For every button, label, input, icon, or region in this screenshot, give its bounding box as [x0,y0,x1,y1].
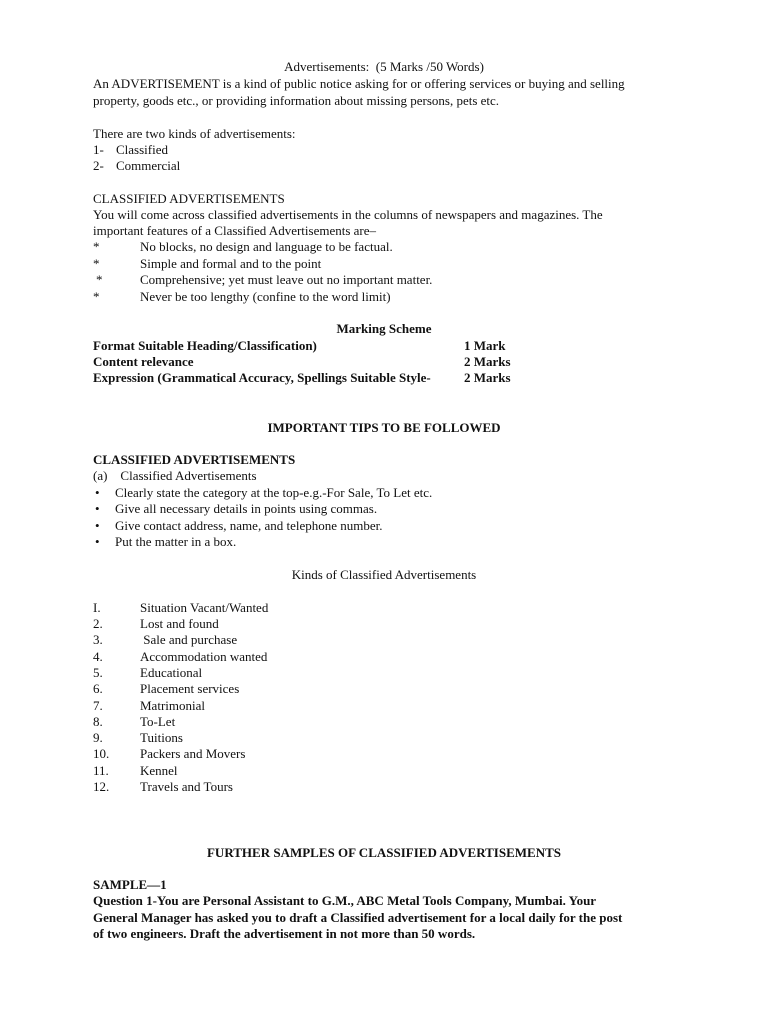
document-title: Advertisements: (5 Marks /50 Words) [284,59,484,74]
type-item: Packers and Movers [140,746,246,761]
kind-text-1: Classified [116,142,168,157]
samples-heading: FURTHER SAMPLES OF CLASSIFIED ADVERTISEMENTS [206,845,561,860]
type-number: I. [93,600,101,615]
feature-item: No blocks, no design and language to be factual. [140,239,393,254]
type-number: 3. [93,632,103,647]
type-item: To-Let [140,714,176,729]
bullet-icon: • [95,501,100,516]
marking-label: Format Suitable Heading/Classification) [93,338,317,353]
tips-heading: IMPORTANT TIPS TO BE FOLLOWED [267,420,501,435]
type-item: Sale and purchase [140,632,238,647]
classified-text-1: You will come across classified advertisements in the columns of newspapers and magazines. The [93,207,603,222]
tip-item: Put the matter in a box. [115,534,237,549]
tip-item: Clearly state the category at the top-e.g.-For Sale, To Let etc. [115,485,433,500]
feature-item: Simple and formal and to the point [140,256,322,271]
type-item: Travels and Tours [140,779,233,794]
classified-heading: CLASSIFIED ADVERTISEMENTS [93,191,285,206]
feature-item: Comprehensive; yet must leave out no important matter. [140,272,433,287]
type-number: 2. [93,616,103,631]
asterisk-marker: * [93,289,100,304]
type-number: 11. [93,763,109,778]
asterisk-marker: * [96,272,103,287]
marking-marks: 1 Mark [464,338,506,353]
type-item: Kennel [140,763,178,778]
type-number: 5. [93,665,103,680]
type-number: 9. [93,730,103,745]
kind-number-2: 2- [93,158,104,173]
question-line-1: Question 1-You are Personal Assistant to G.M., ABC Metal Tools Company, Mumbai. Your [93,893,597,908]
type-number: 10. [93,746,110,761]
question-line-2: General Manager has asked you to draft a Classified advertisement for a local daily for the post [93,910,623,925]
intro-line-1: An ADVERTISEMENT is a kind of public notice asking for or offering services or buying and selling [93,76,625,91]
asterisk-marker: * [93,239,100,254]
marking-scheme-title: Marking Scheme [336,321,432,336]
classified-text-2: important features of a Classified Advertisements are– [93,223,377,238]
type-item: Accommodation wanted [140,649,268,664]
feature-item: Never be too lengthy (confine to the word limit) [140,289,391,304]
type-number: 12. [93,779,110,794]
tips-sub-heading: CLASSIFIED ADVERTISEMENTS [93,452,296,467]
marking-label: Content relevance [93,354,194,369]
question-line-3: of two engineers. Draft the advertisement in not more than 50 words. [93,926,476,941]
marking-marks: 2 Marks [464,370,511,385]
type-number: 6. [93,681,103,696]
type-item: Lost and found [140,616,219,631]
kinds-intro: There are two kinds of advertisements: [93,126,296,141]
kind-number-1: 1- [93,142,104,157]
type-number: 8. [93,714,103,729]
tip-item: Give all necessary details in points using commas. [115,501,378,516]
bullet-icon: • [95,534,100,549]
marking-label: Expression (Grammatical Accuracy, Spellings Suitable Style- [93,370,431,385]
bullet-icon: • [95,518,100,533]
type-item: Tuitions [140,730,183,745]
type-item: Matrimonial [140,698,205,713]
kind-text-2: Commercial [116,158,181,173]
type-number: 7. [93,698,103,713]
type-item: Situation Vacant/Wanted [140,600,269,615]
marking-marks: 2 Marks [464,354,511,369]
type-item: Placement services [140,681,240,696]
type-number: 4. [93,649,103,664]
bullet-icon: • [95,485,100,500]
tip-item: Give contact address, name, and telephone number. [115,518,383,533]
tips-sub: (a) Classified Advertisements [93,468,257,483]
type-item: Educational [140,665,203,680]
asterisk-marker: * [93,256,100,271]
intro-line-2: property, goods etc., or providing information about missing persons, pets etc. [93,93,500,108]
types-title: Kinds of Classified Advertisements [291,567,477,582]
sample-label: SAMPLE—1 [93,877,167,892]
